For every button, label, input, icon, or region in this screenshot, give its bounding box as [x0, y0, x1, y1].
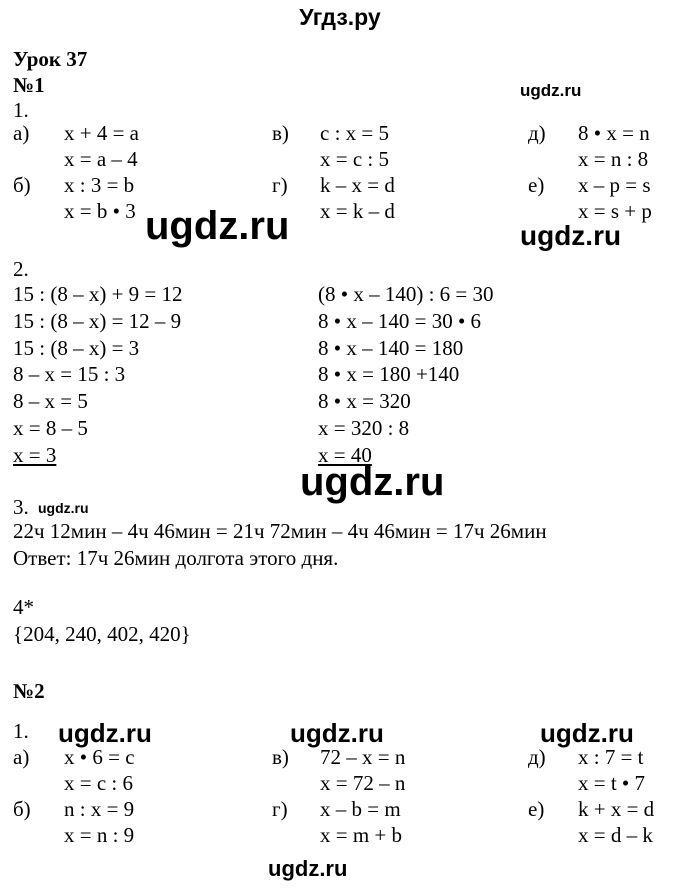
equation-solution: x = 72 – n [320, 771, 406, 795]
item-label: г) [272, 797, 288, 821]
item-label: д) [528, 745, 546, 769]
watermark: ugdz.ru [268, 856, 348, 881]
item-label: д) [528, 121, 546, 145]
site-title: Угдз.ру [299, 4, 381, 30]
subtask-label: 4* [13, 595, 34, 619]
equation: k – x = d [320, 173, 395, 197]
item-label: б) [13, 797, 31, 821]
equation-step: x = 8 – 5 [13, 416, 88, 440]
equation-step: 8 • x = 180 +140 [318, 362, 460, 387]
time-calculation: 22ч 12мин – 4ч 46мин = 21ч 72мин – 4ч 46мин = 17ч 26мин [13, 519, 547, 543]
equation-solution: x = d – k [578, 823, 653, 847]
equation: c : x = 5 [320, 121, 389, 145]
equation: x : 3 = b [64, 173, 135, 197]
equation-step: 15 : (8 – x) = 12 – 9 [13, 308, 182, 333]
subtask-label: 1. [13, 98, 29, 122]
equation: x – p = s [578, 173, 651, 197]
equation: n : x = 9 [64, 797, 135, 821]
equation-solution: x = n : 8 [578, 147, 649, 171]
item-label: г) [272, 173, 288, 197]
equation-solution: x = c : 5 [320, 147, 389, 171]
lesson-title: Урок 37 [13, 47, 88, 71]
set-answer: {204, 240, 402, 420} [13, 622, 191, 646]
item-label: а) [13, 121, 30, 145]
equation: 8 • x = n [578, 121, 650, 145]
item-label: е) [528, 173, 545, 197]
equation: x + 4 = a [64, 121, 140, 145]
equation-step: (8 • x – 140) : 6 = 30 [318, 282, 494, 306]
equation-solution: x = b • 3 [64, 199, 136, 223]
item-label: в) [272, 745, 289, 769]
equation-solution: x = k – d [320, 199, 395, 223]
item-label: а) [13, 745, 30, 769]
watermark: ugdz.ru [520, 81, 582, 100]
answer-text: Ответ: 17ч 26мин долгота этого дня. [13, 546, 339, 570]
equation-step: 8 – x = 5 [13, 389, 88, 414]
watermark: ugdz.ru [520, 220, 622, 251]
equation-solution: x = s + p [578, 199, 652, 223]
equation-solution: x = c : 6 [64, 771, 133, 795]
equation: k + x = d [578, 797, 655, 821]
equation-step: 8 – x = 15 : 3 [13, 362, 126, 387]
watermark: ugdz.ru [290, 718, 384, 748]
equation-step: 15 : (8 – x) + 9 = 12 [13, 282, 183, 306]
final-answer: x = 40 [318, 442, 372, 467]
equation-solution: x = a – 4 [64, 147, 138, 171]
watermark: ugdz.ru [38, 500, 89, 516]
item-label: б) [13, 173, 31, 197]
equation: 72 – x = n [320, 745, 406, 769]
subtask-label: 1. [13, 719, 29, 743]
equation: x • 6 = c [64, 745, 135, 769]
subtask-label: 2. [13, 257, 29, 281]
watermark: ugdz.ru [145, 204, 290, 248]
equation-solution: x = m + b [320, 823, 403, 847]
equation-solution: x = n : 9 [64, 823, 135, 847]
equation-solution: x = t • 7 [578, 771, 646, 795]
final-answer: x = 3 [13, 442, 57, 467]
equation-step: 15 : (8 – x) = 3 [13, 335, 140, 360]
equation: x : 7 = t [578, 745, 644, 769]
item-label: в) [272, 121, 289, 145]
subtask-label: 3. [13, 495, 29, 519]
watermark: ugdz.ru [540, 718, 634, 748]
equation: x – b = m [320, 797, 401, 821]
task-heading-1: №1 [13, 73, 45, 97]
equation-step: 8 • x – 140 = 180 [318, 335, 464, 360]
task-heading-2: №2 [13, 679, 45, 703]
equation-step: x = 320 : 8 [318, 416, 410, 440]
item-label: е) [528, 797, 545, 821]
equation-step: 8 • x = 320 [318, 389, 411, 414]
equation-step: 8 • x – 140 = 30 • 6 [318, 308, 482, 333]
watermark: ugdz.ru [58, 718, 152, 748]
watermark: ugdz.ru [300, 460, 445, 504]
